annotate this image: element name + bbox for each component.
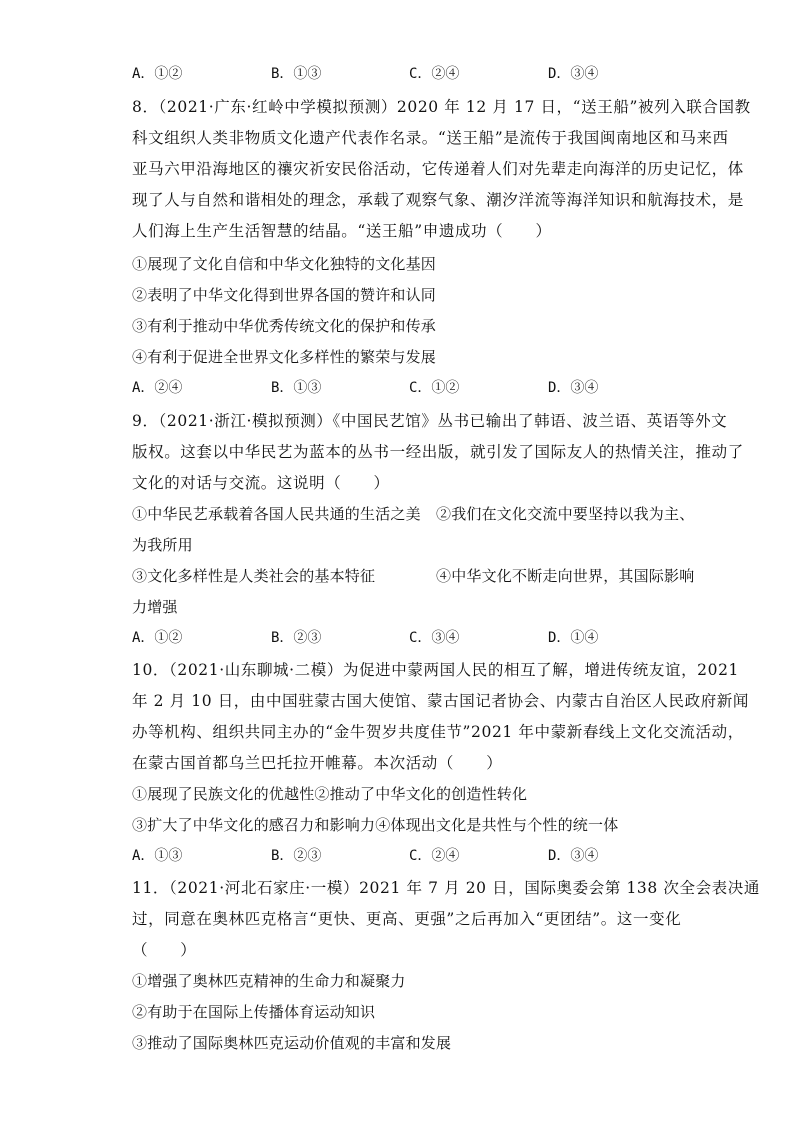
q9-option-a: A．①② <box>132 630 183 646</box>
question-10-stem: 年 2 月 10 日，由中国驻蒙古国大使馆、蒙古国记者协会、内蒙古自治区人民政府新闻 <box>132 692 749 710</box>
option-d: D．③④ <box>548 66 599 82</box>
question-9-item: 力增强 <box>132 598 178 616</box>
option-b: B．①③ <box>271 66 322 82</box>
question-8-item: ①展现了文化自信和中华文化独特的文化基因 <box>132 255 437 273</box>
q8-option-c: C．①② <box>409 380 460 396</box>
question-10-stem: 10．（2021·山东聊城·二模）为促进中蒙两国人民的相互了解，增进传统友谊，2021 <box>132 661 740 679</box>
question-11-stem: 过，同意在奥林匹克格言“更快、更高、更强”之后再加入“更团结”。这一变化 <box>132 910 682 928</box>
option-a: A．①② <box>132 66 183 82</box>
question-8-item: ②表明了中华文化得到世界各国的赞许和认同 <box>132 286 437 304</box>
question-9-stem: 文化的对话与交流。这说明（ ） <box>132 474 390 492</box>
question-11-stem: 11．（2021·河北石家庄·一模）2021 年 7 月 20 日，国际奥委会第 138 次全会表决通 <box>132 879 760 897</box>
q10-option-a: A．①③ <box>132 848 183 864</box>
question-9-stem: 9．（2021·浙江·模拟预测）《中国民艺馆》丛书已输出了韩语、波兰语、英语等外文 <box>132 412 728 430</box>
q8-option-a: A．②④ <box>132 380 183 396</box>
option-c: C．②④ <box>409 66 460 82</box>
question-10-item: ③扩大了中华文化的感召力和影响力④体现出文化是共性与个性的统一体 <box>132 816 619 834</box>
question-8-stem: 人们海上生产生活智慧的结晶。“送王船”申遗成功（ ） <box>132 222 552 240</box>
q9-option-d: D．①④ <box>548 630 599 646</box>
q10-option-c: C．②④ <box>409 848 460 864</box>
question-9-item: ①中华民艺承载着各国人民共通的生活之美 ②我们在文化交流中要坚持以我为主、 <box>132 505 695 523</box>
q9-option-c: C．③④ <box>409 630 460 646</box>
question-11-item: ①增强了奥林匹克精神的生命力和凝聚力 <box>132 972 406 990</box>
q10-option-b: B．②③ <box>271 848 322 864</box>
q8-option-d: D．③④ <box>548 380 599 396</box>
question-9-item: 为我所用 <box>132 536 193 554</box>
question-10-stem: 在蒙古国首都乌兰巴托拉开帷幕。本次活动（ ） <box>132 754 503 772</box>
q10-option-d: D．③④ <box>548 848 599 864</box>
question-11-stem: （ ） <box>132 941 197 959</box>
question-8-stem: 8．（2021·广东·红岭中学模拟预测）2020 年 12 月 17 日，“送王船”被列入联合国教 <box>132 98 751 116</box>
question-11-item: ③推动了国际奥林匹克运动价值观的丰富和发展 <box>132 1034 452 1052</box>
question-8-stem: 现了人与自然和谐相处的理念，承载了观察气象、潮汐洋流等海洋知识和航海技术，是 <box>132 191 744 209</box>
question-8-stem: 亚马六甲沿海地区的禳灾祈安民俗活动，它传递着人们对先辈走向海洋的历史记忆，体 <box>132 160 744 178</box>
question-10-item: ①展现了民族文化的优越性②推动了中华文化的创造性转化 <box>132 785 528 803</box>
question-8-stem: 科文组织人类非物质文化遗产代表作名录。“送王船”是流传于我国闽南地区和马来西 <box>132 129 729 147</box>
question-9-stem: 版权。这套以中华民艺为蓝本的丛书一经出版，就引发了国际友人的热情关注，推动了 <box>132 443 744 461</box>
q8-option-b: B．①③ <box>271 380 322 396</box>
question-11-item: ②有助于在国际上传播体育运动知识 <box>132 1003 376 1021</box>
question-9-item: ③文化多样性是人类社会的基本特征 ④中华文化不断走向世界，其国际影响 <box>132 567 695 585</box>
question-8-item: ④有利于促进全世界文化多样性的繁荣与发展 <box>132 348 437 366</box>
q9-option-b: B．②③ <box>271 630 322 646</box>
question-10-stem: 办等机构、组织共同主办的“金牛贺岁共度佳节”2021 年中蒙新春线上文化交流活动， <box>132 723 744 741</box>
question-8-item: ③有利于推动中华优秀传统文化的保护和传承 <box>132 317 437 335</box>
